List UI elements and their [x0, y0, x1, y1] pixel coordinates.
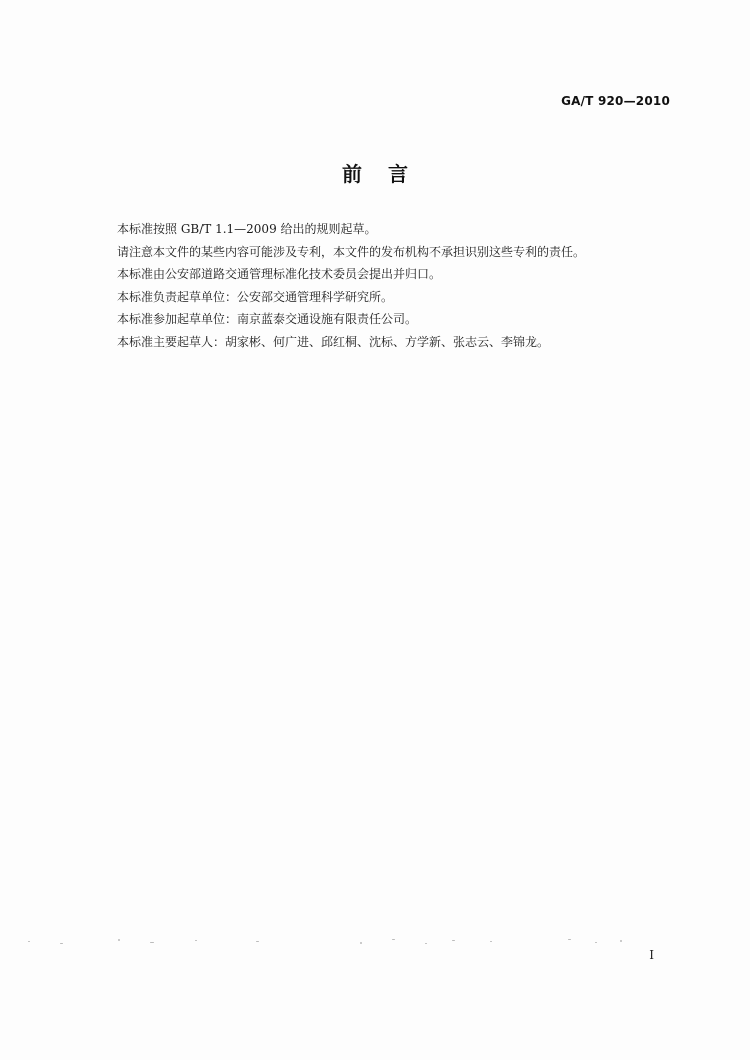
- preface-body: [117, 218, 677, 354]
- scan-noise: [20, 935, 640, 949]
- paragraph: 本标准由公安部道路交通管理标准化技术委员会提出并归口。: [117, 267, 442, 282]
- paragraph: 请注意本文件的某些内容可能涉及专利，本文件的发布机构不承担识别这些专利的责任。: [117, 244, 586, 259]
- paragraph: 本标准参加起草单位：南京蓝泰交通设施有限责任公司。: [117, 312, 418, 327]
- page-title: 前言: [342, 162, 434, 186]
- standard-code: GA/T 920—2010: [561, 94, 670, 108]
- paragraph: 本标准负责起草单位：公安部交通管理科学研究所。: [117, 289, 394, 304]
- paragraph: 本标准按照 GB/T 1.1—2009 给出的规则起草。: [117, 222, 377, 236]
- page-number: I: [649, 948, 654, 962]
- paragraph: 本标准主要起草人：胡家彬、何广进、邱红桐、沈标、方学新、张志云、李锦龙。: [117, 334, 550, 349]
